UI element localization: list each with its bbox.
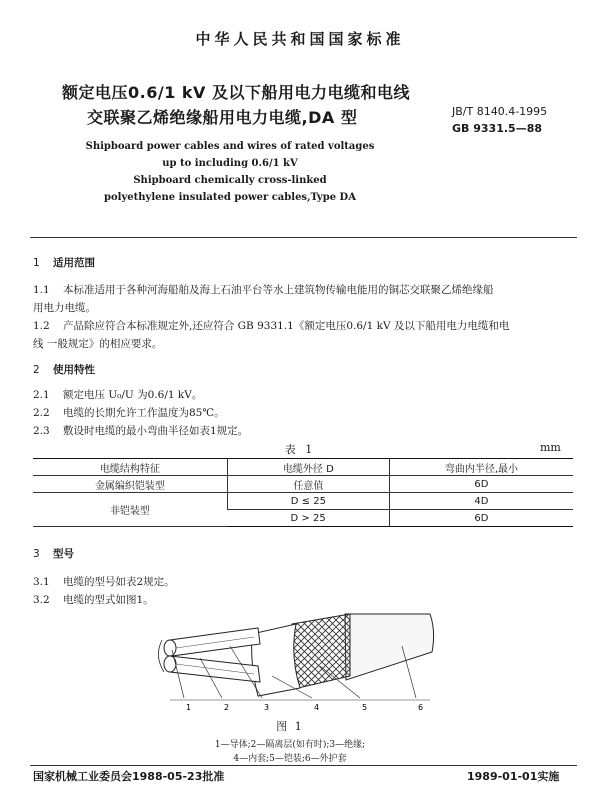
section-number: 3 [33, 548, 40, 560]
english-title-line-3: Shipboard chemically cross-linked [133, 175, 327, 186]
table-cell: 4D [389, 493, 573, 510]
armour-braid-layer [292, 614, 350, 688]
document-title-line-2: 交联聚乙烯绝缘船用电力电缆,DA 型 [87, 108, 358, 127]
table-cell: 6D [389, 476, 573, 493]
standard-category-title: 中华人民共和国国家标准 [195, 30, 405, 48]
outer-sheath-layer [345, 614, 434, 680]
table-cell: 6D [389, 510, 573, 527]
section-heading-3 [33, 546, 74, 561]
paragraph-text: 电缆的型号如表2规定。 [63, 576, 175, 588]
paragraph-2-3 [33, 422, 577, 440]
paragraph-text-continued: 线 一般规定》的相应要求。 [33, 338, 163, 350]
table-row [33, 476, 573, 493]
table-caption: 表 1 [284, 443, 316, 456]
paragraph-text: 额定电压 U₀/U 为0.6/1 kV。 [63, 389, 203, 401]
paragraph-2-1 [33, 386, 577, 404]
conductor-end-upper [164, 640, 176, 656]
bending-radius-table [33, 458, 573, 527]
cable-structure-figure [140, 606, 440, 714]
table-header-cell: 电缆外径 D [227, 459, 389, 476]
paragraph-text: 产品除应符合本标准规定外,还应符合 GB 9331.1《额定电压0.6/1 kV 及以下船用电力电缆和电 [63, 320, 510, 332]
paragraph-text: 电缆的型式如图1。 [63, 594, 154, 606]
paragraph-3-1 [33, 573, 577, 591]
header-divider [30, 237, 577, 238]
paragraph-1-2 [33, 317, 577, 353]
figure-legend-line-1: 1—导体;2—隔离层(如有时);3—绝缘; [214, 740, 366, 750]
paragraph-number: 1.1 [33, 284, 50, 296]
table-cell: 非铠装型 [33, 493, 227, 527]
section-number: 1 [33, 257, 40, 269]
english-title-line-4: polyethylene insulated power cables,Type DA [104, 192, 356, 203]
table-row [33, 493, 573, 510]
section-title: 型号 [53, 548, 74, 560]
paragraph-text-continued: 用电力电缆。 [33, 302, 96, 314]
paragraph-1-1 [33, 281, 577, 317]
table-cell: 金属编织铠装型 [33, 476, 227, 493]
footer-divider [30, 765, 577, 766]
standard-number-jbt: JB/T 8140.4-1995 [452, 105, 548, 118]
paragraph-number: 3.2 [33, 594, 50, 606]
paragraph-number: 2.1 [33, 389, 50, 401]
figure-legend-line-2: 4—内套;5—铠装;6—外护套 [233, 754, 347, 764]
paragraph-number: 2.2 [33, 407, 50, 419]
english-title-line-1: Shipboard power cables and wires of rated voltages [85, 141, 375, 152]
section-number: 2 [33, 364, 40, 376]
table-header-row [33, 459, 573, 476]
paragraph-number: 1.2 [33, 320, 50, 332]
table-cell: 任意值 [227, 476, 389, 493]
paragraph-text: 电缆的长期允许工作温度为85℃。 [63, 407, 225, 419]
paragraph-2-2 [33, 404, 577, 422]
section-title: 适用范围 [53, 257, 95, 269]
table-cell: D ≤ 25 [227, 493, 389, 510]
paragraph-number: 2.3 [33, 425, 50, 437]
figure-label-4: 4 [314, 703, 320, 712]
table-header-cell: 电缆结构特征 [33, 459, 227, 476]
paragraph-number: 3.1 [33, 576, 50, 588]
implementation-date: 1989-01-01实施 [467, 770, 560, 783]
table-unit: mm [540, 441, 561, 454]
figure-caption: 图 1 [276, 720, 304, 733]
figure-label-6: 6 [418, 703, 424, 712]
insulation-upper [170, 628, 260, 656]
standard-number-gb: GB 9331.5—88 [452, 122, 542, 135]
paragraph-text: 本标准适用于各种河海船舶及海上石油平台等水上建筑物传输电能用的铜芯交联聚乙烯绝缘船 [63, 284, 494, 296]
section-heading-2 [33, 362, 95, 377]
section-title: 使用特性 [53, 364, 95, 376]
section-heading-1 [33, 255, 95, 270]
paragraph-text: 敷设时电缆的最小弯曲半径如表1规定。 [63, 425, 249, 437]
english-title-line-2: up to including 0.6/1 kV [162, 158, 298, 169]
approval-date: 国家机械工业委员会1988-05-23批准 [33, 770, 225, 783]
table-header-cell: 弯曲内半径,最小 [389, 459, 573, 476]
figure-label-3: 3 [264, 703, 270, 712]
document-title-line-1: 额定电压0.6/1 kV 及以下船用电力电缆和电线 [62, 83, 410, 102]
figure-label-5: 5 [362, 703, 368, 712]
figure-label-1: 1 [186, 703, 192, 712]
table-cell: D > 25 [227, 510, 389, 527]
figure-label-2: 2 [224, 703, 230, 712]
